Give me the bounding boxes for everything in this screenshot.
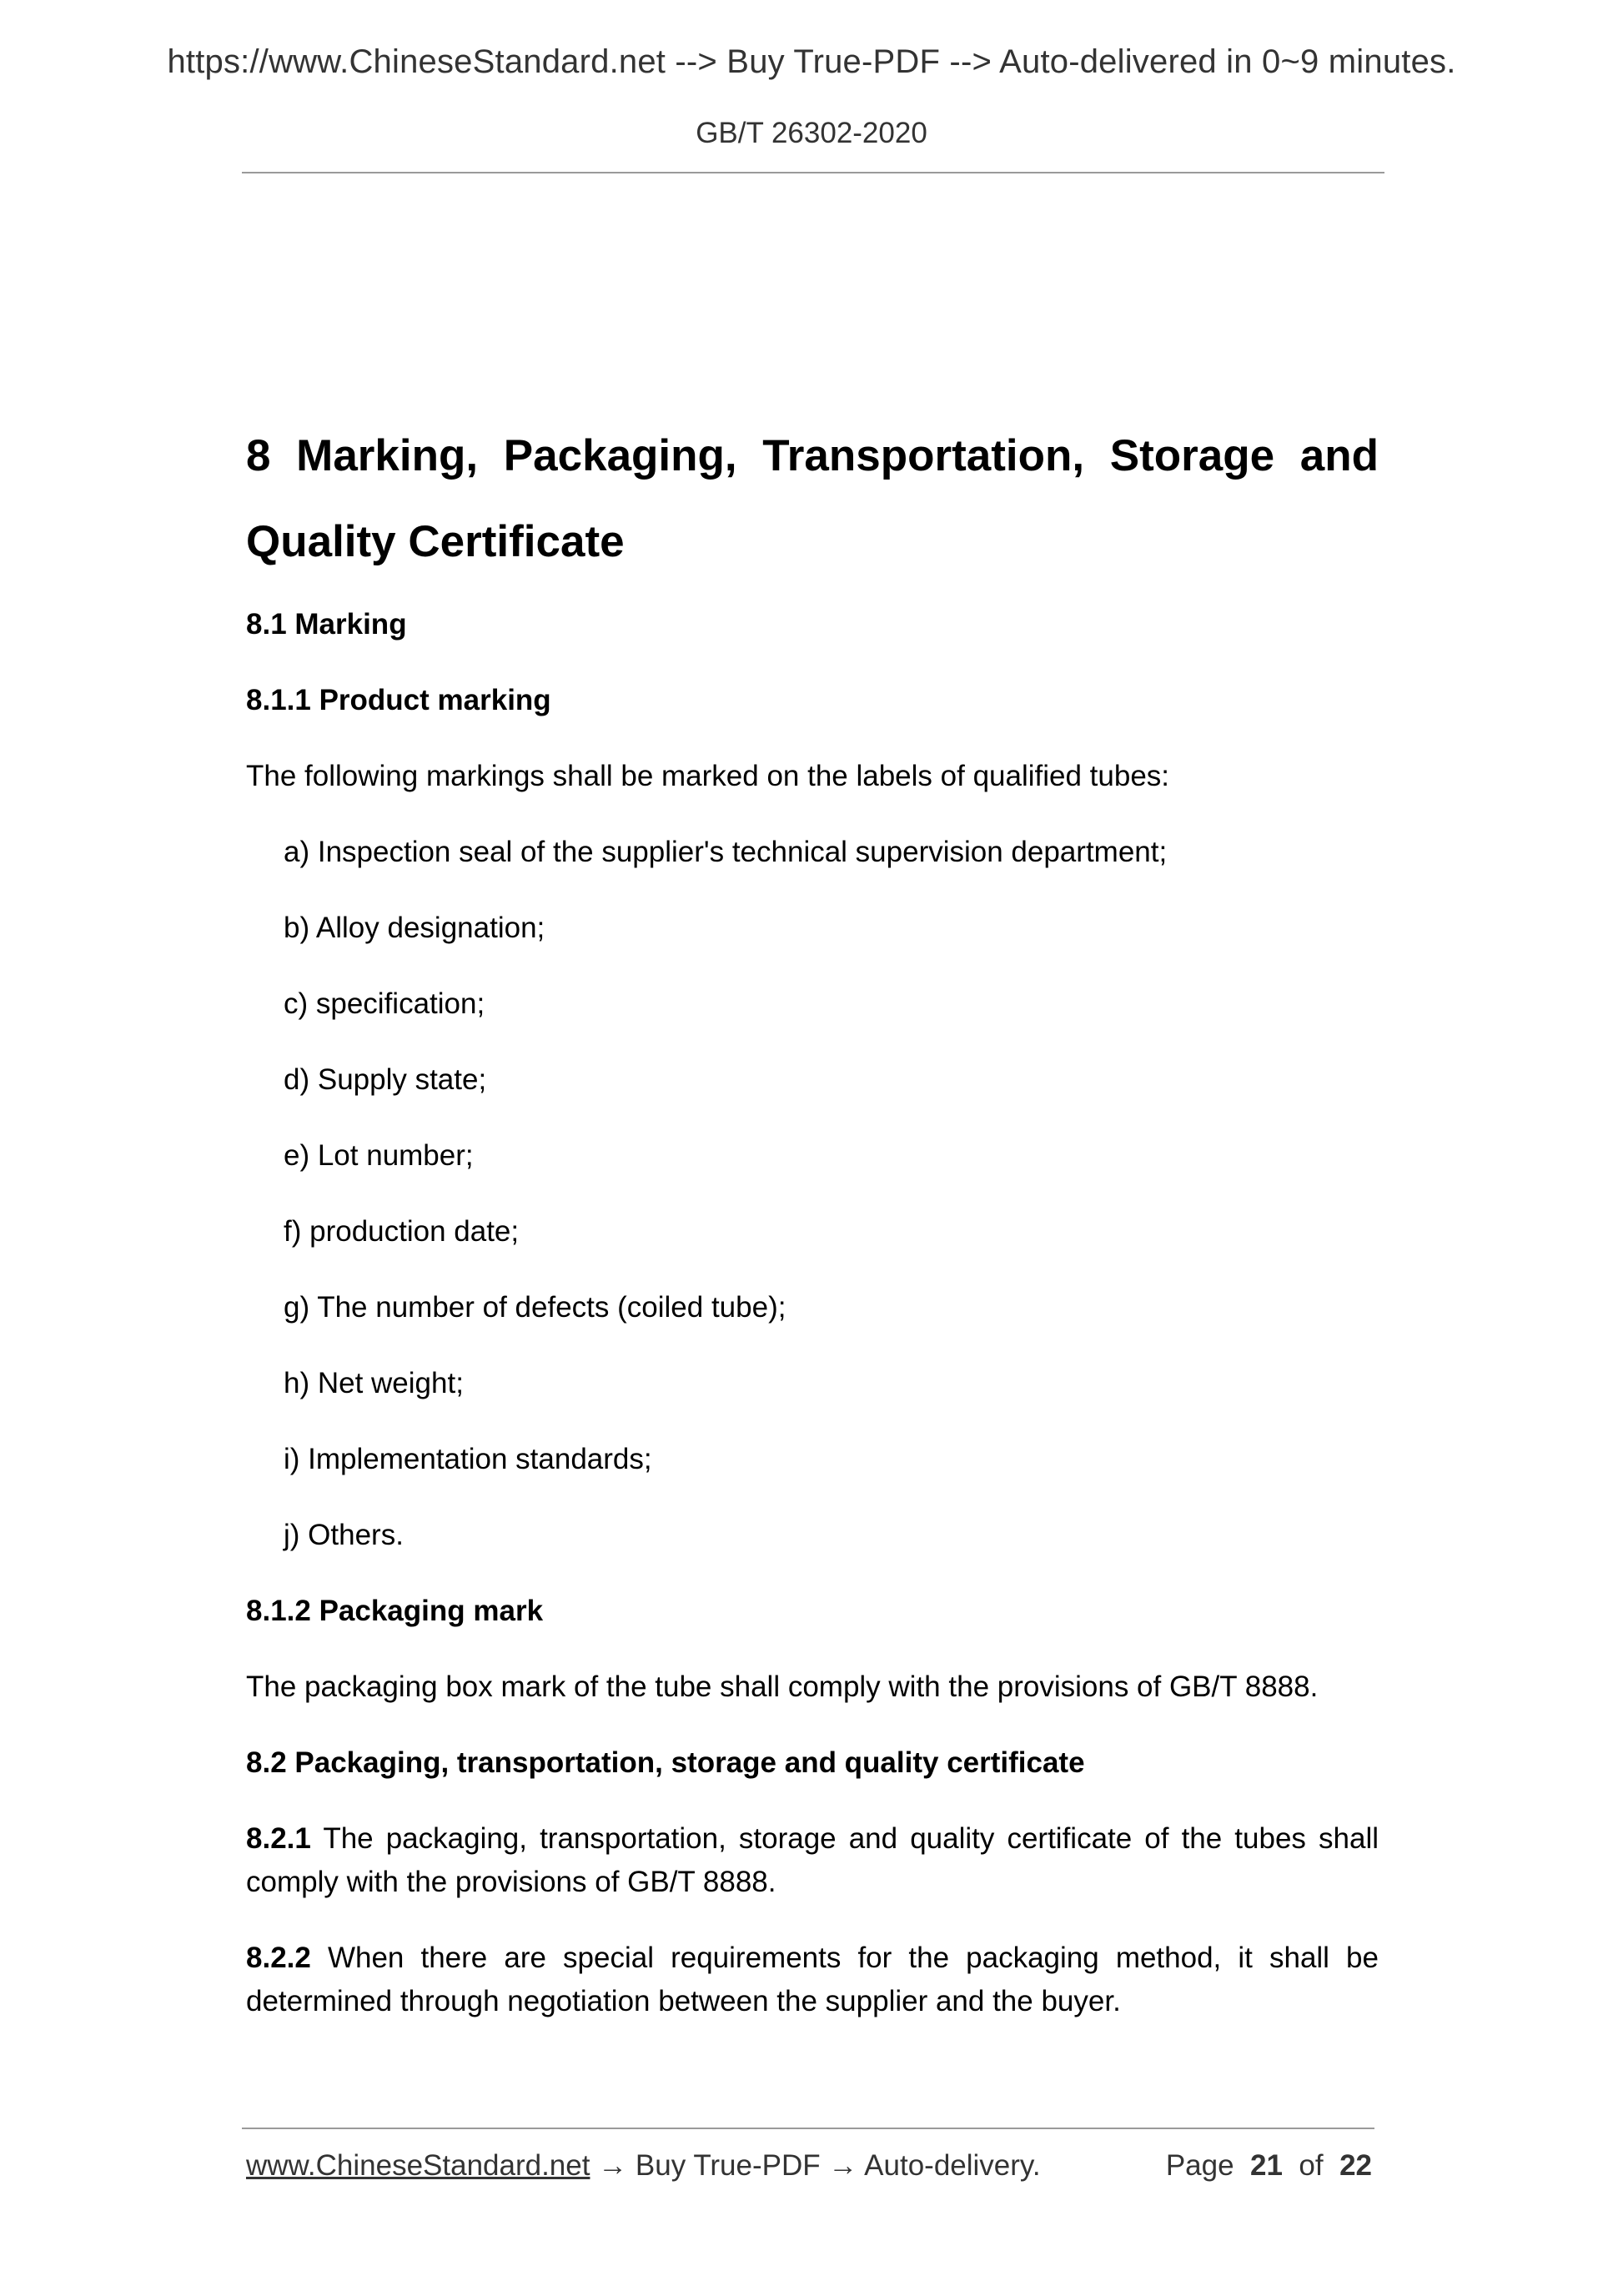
page-current: 21 xyxy=(1250,2149,1283,2182)
packaging-mark-text: The packaging box mark of the tube shall comply with the provisions of GB/T 8888. xyxy=(246,1671,1319,1703)
clause-number: 8.2.1 xyxy=(246,1822,311,1855)
page-label: Page xyxy=(1165,2149,1234,2182)
section-8-1-2-heading: 8.1.2 Packaging mark xyxy=(246,1595,544,1627)
list-item: f) production date; xyxy=(284,1215,520,1248)
footer-tagline: → Buy True-PDF → Auto-delivery. xyxy=(590,2149,1041,2182)
section-8-title-line1: 8 Marking, Packaging, Transportation, Storage and xyxy=(246,431,1379,480)
page-of: of xyxy=(1299,2149,1324,2182)
section-8-title xyxy=(246,413,1379,585)
list-item: g) The number of defects (coiled tube); xyxy=(284,1291,786,1324)
paragraph-8-2-1 xyxy=(246,1817,1379,1904)
section-8-1-heading: 8.1 Marking xyxy=(246,608,407,641)
clause-number: 8.2.2 xyxy=(246,1942,311,1974)
page-content xyxy=(246,413,1379,2023)
section-8-1-1-heading: 8.1.1 Product marking xyxy=(246,684,551,716)
page-number xyxy=(1166,2149,1372,2183)
list-item: b) Alloy designation; xyxy=(284,912,545,944)
clause-text: When there are special requirements for the packaging method, it shall be determined through negotiation between the supplier and the buyer. xyxy=(246,1942,1379,2017)
header-divider xyxy=(242,172,1384,173)
standard-code: GB/T 26302-2020 xyxy=(696,117,927,149)
footer-left xyxy=(246,2149,1041,2183)
section-8-title-line2: Quality Certificate xyxy=(246,517,625,566)
footer-divider xyxy=(242,2128,1374,2129)
top-banner: https://www.ChineseStandard.net --> Buy True-PDF --> Auto-delivered in 0~9 minutes. xyxy=(167,43,1456,80)
paragraph-8-2-2 xyxy=(246,1937,1379,2023)
markings-intro: The following markings shall be marked on the labels of qualified tubes: xyxy=(246,760,1170,792)
list-item: c) specification; xyxy=(284,987,485,1020)
site-link[interactable]: www.ChineseStandard.net xyxy=(246,2149,590,2182)
list-item: e) Lot number; xyxy=(284,1139,474,1172)
list-item: j) Others. xyxy=(284,1519,404,1551)
page-total: 22 xyxy=(1339,2149,1372,2182)
section-8-2-heading: 8.2 Packaging, transportation, storage and quality certificate xyxy=(246,1746,1085,1779)
list-item: a) Inspection seal of the supplier's technical supervision department; xyxy=(284,836,1168,868)
list-item: h) Net weight; xyxy=(284,1367,464,1399)
list-item: i) Implementation standards; xyxy=(284,1443,652,1475)
clause-text: The packaging, transportation, storage and quality certificate of the tubes shall comply with the provisions of GB/T 8888. xyxy=(246,1822,1379,1898)
markings-list xyxy=(246,831,1379,1557)
list-item: d) Supply state; xyxy=(284,1063,487,1096)
